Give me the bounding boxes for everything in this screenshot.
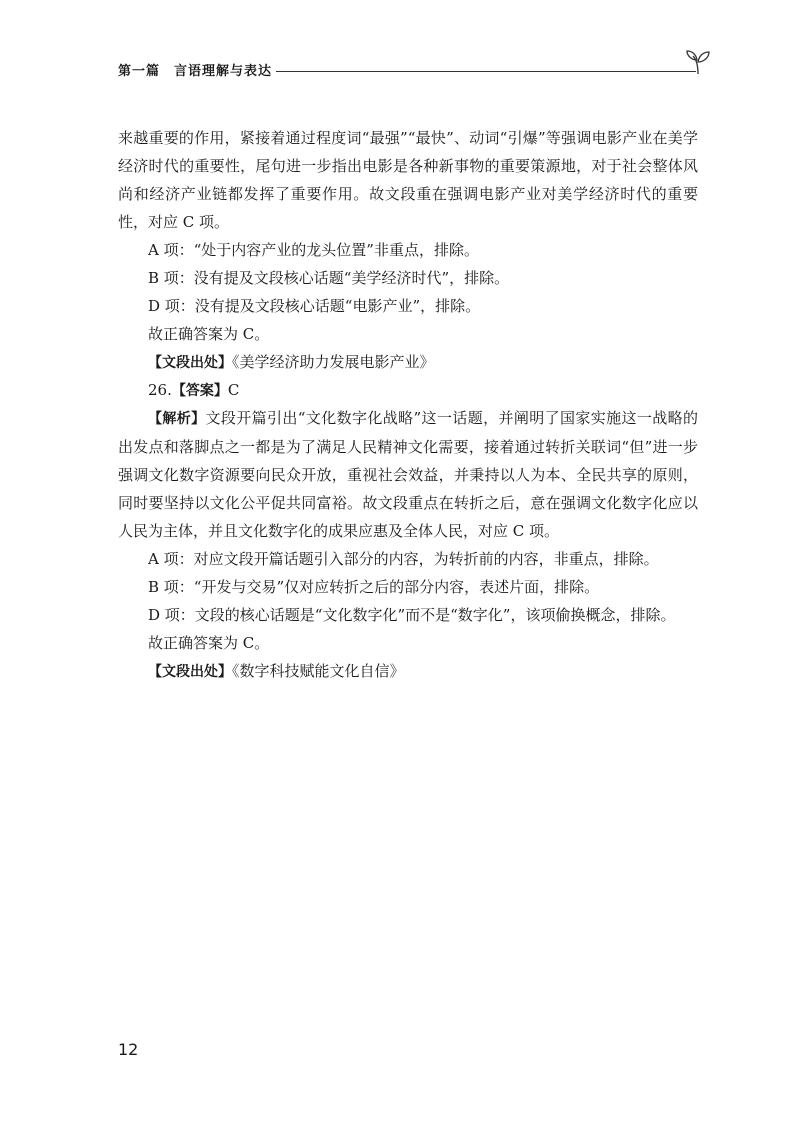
q26-analysis: [118, 404, 698, 545]
q25-final-answer: 故正确答案为 C。: [148, 325, 270, 343]
source-tag: 【文段出处】: [148, 664, 232, 680]
q26-option-a: A 项：对应文段开篇话题引入部分的内容，为转折前的内容，非重点，排除。: [148, 550, 659, 568]
answer-tag: 【答案】: [171, 383, 228, 399]
q26-final-answer: 故正确答案为 C。: [148, 634, 270, 652]
analysis-text: 文段开篇引出“文化数字化战略”这一话题，并阐明了国家实施这一战略的出发点和落脚点之一都是为了满足人民精神文化需要，接着通过转折关联词“但”进一步强调文化数字资源要向民众开放，重视社会效益，并秉持以人为本、全民共享的原则，同时要坚持以文化公平促共同富裕。故文段重点在转折之后，意在强调文化数字化应以人民为主体，并且文化数字化的成果应惠及全体人民，对应 C 项。: [118, 409, 699, 540]
running-header: [118, 58, 708, 84]
q26-option-d: D 项：文段的核心话题是“文化数字化”而不是“数字化”，该项偷换概念，排除。: [148, 606, 676, 624]
q26-answer-line: [118, 376, 698, 404]
q26-source: [118, 657, 698, 685]
q25-source: [118, 348, 698, 376]
sprout-icon: [684, 46, 712, 76]
chapter-title: 第一篇 言语理解与表达: [118, 64, 273, 79]
q25-option-d: D 项：没有提及文段核心话题“电影产业”，排除。: [148, 297, 481, 315]
q26-option-b: B 项：“开发与交易”仅对应转折之后的部分内容，表述片面，排除。: [148, 578, 600, 596]
answer-value: C: [227, 381, 240, 399]
q25-analysis-continued: 来越重要的作用，紧接着通过程度词“最强”“最快”、动词“引爆”等强调电影产业在美学经济时代的重要性，尾句进一步指出电影是各种新事物的重要策源地，对于社会整体风尚和经济产业链都发挥了重要作用。故文段重在强调电影产业对美学经济时代的重要性，对应 C 项。: [118, 129, 698, 231]
source-title: 《数字科技赋能文化自信》: [232, 662, 405, 680]
page-number: 12: [118, 1040, 139, 1059]
source-tag: 【文段出处】: [148, 355, 232, 371]
analysis-tag: 【解析】: [148, 411, 206, 427]
question-number: 26.: [148, 381, 172, 399]
q25-option-b: B 项：没有提及文段核心话题“美学经济时代”，排除。: [148, 269, 510, 287]
page-content: [118, 124, 698, 685]
q25-option-a: A 项：“处于内容产业的龙头位置”非重点，排除。: [148, 241, 479, 259]
header-rule: [276, 71, 696, 72]
source-title: 《美学经济助力发展电影产业》: [232, 353, 435, 371]
